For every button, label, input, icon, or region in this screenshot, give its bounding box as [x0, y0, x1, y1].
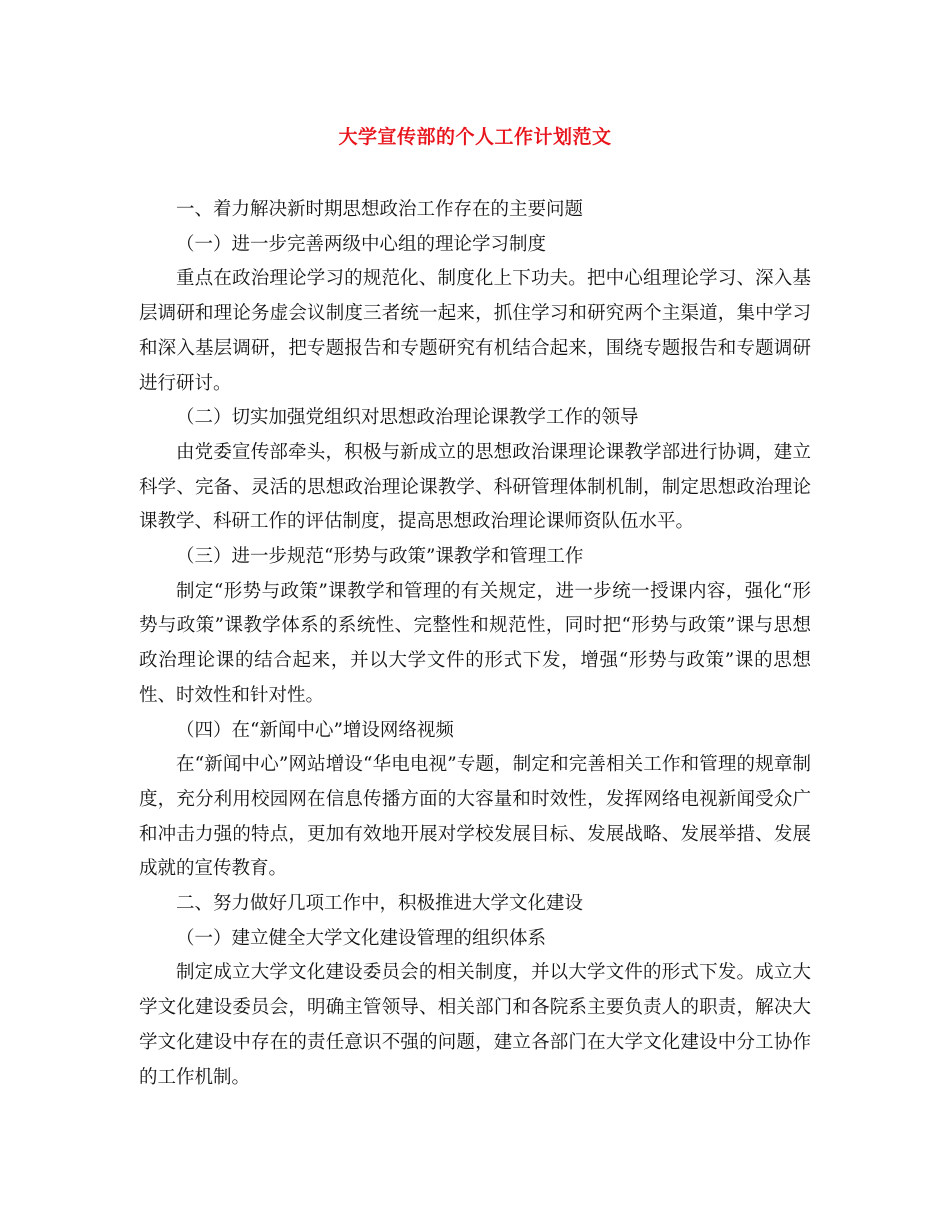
subsection-heading-1-4: （四）在“新闻中心”增设网络视频	[176, 719, 454, 741]
body-paragraph: 由党委宣传部牵头，积极与新成立的思想政治课理论课教学部进行协调，建立科学、完备、灵活的思想政治理论课教学、科研管理体制机制，制定思想政治理论课教学、科研工作的评估制度，提高思想政治理论课师资队伍水平。	[139, 441, 811, 533]
subsection-heading-2-1: （一）建立健全大学文化建设管理的组织体系	[176, 927, 547, 949]
body-paragraph: 重点在政治理论学习的规范化、制度化上下功夫。把中心组理论学习、深入基层调研和理论务虚会议制度三者统一起来，抓住学习和研究两个主渠道，集中学习和深入基层调研，把专题报告和专题研究有机结合起来，围绕专题报告和专题调研进行研讨。	[139, 268, 811, 394]
body-paragraph: 制定成立大学文化建设委员会的相关制度，并以大学文件的形式下发。成立大学文化建设委员会，明确主管领导、相关部门和各院系主要负责人的职责，解决大学文化建设中存在的责任意识不强的问题，建立各部门在大学文化建设中分工协作的工作机制。	[139, 962, 811, 1088]
document-title: 大学宣传部的个人工作计划范文	[338, 126, 612, 148]
subsection-heading-1-2: （二）切实加强党组织对思想政治理论课教学工作的领导	[176, 407, 639, 429]
body-paragraph: 制定“形势与政策”课教学和管理的有关规定，进一步统一授课内容，强化“形势与政策”课教学体系的系统性、完整性和规范性，同时把“形势与政策”课与思想政治理论课的结合起来，并以大学文件的形式下发，增强“形势与政策”课的思想性、时效性和针对性。	[139, 580, 811, 706]
document-body	[139, 193, 811, 1095]
subsection-heading-1-1: （一）进一步完善两级中心组的理论学习制度	[176, 233, 547, 255]
section-heading-2: 二、努力做好几项工作中，积极推进大学文化建设	[176, 893, 584, 915]
subsection-heading-1-3: （三）进一步规范“形势与政策”课教学和管理工作	[176, 546, 584, 568]
section-heading-1: 一、着力解决新时期思想政治工作存在的主要问题	[176, 199, 584, 220]
body-paragraph: 在“新闻中心”网站增设“华电电视”专题，制定和完善相关工作和管理的规章制度，充分利用校园网在信息传播方面的大容量和时效性，发挥网络电视新闻受众广和冲击力强的特点，更加有效地开展对学校发展目标、发展战略、发展举措、发展成就的宣传教育。	[139, 754, 811, 880]
